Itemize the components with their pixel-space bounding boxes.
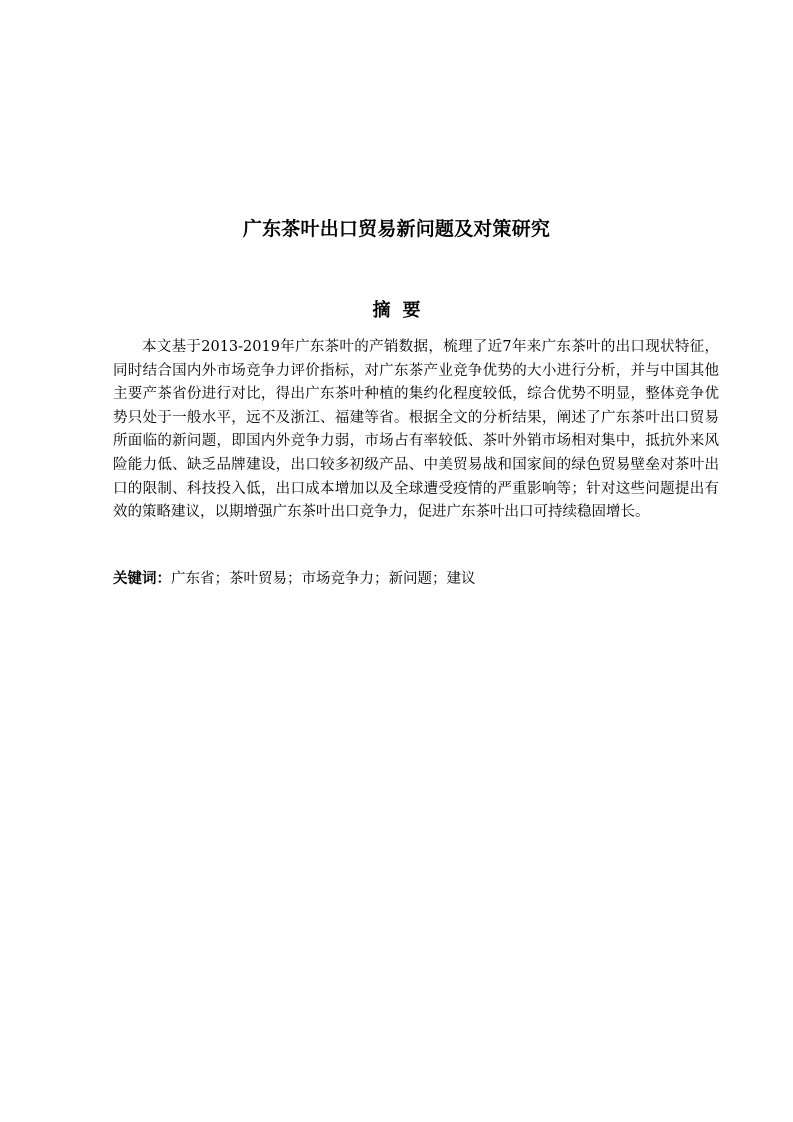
keywords-line xyxy=(113,568,719,592)
abstract-body: 本文基于2013-2019年广东茶叶的产销数据，梳理了近7年来广东茶叶的出口现状特征，同时结合国内外市场竞争力评价指标，对广东茶产业竞争优势的大小进行分析，并与中国其他主要产茶省份进行对比，得出广东茶叶种植的集约化程度较低，综合优势不明显，整体竞争优势只处于一般水平，远不及浙江、福建等省。根据全文的分析结果，阐述了广东茶叶出口贸易所面临的新问题，即国内外竞争力弱，市场占有率较低、茶叶外销市场相对集中，抵抗外来风险能力低、缺乏品牌建设，出口较多初级产品、中美贸易战和国家间的绿色贸易壁垒对茶叶出口的限制、科技投入低，出口成本增加以及全球遭受疫情的严重影响等；针对这些问题提出有效的策略建议，以期增强广东茶叶出口竞争力，促进广东茶叶出口可持续稳固增长。 xyxy=(113,339,719,521)
keywords-text: 广东省；茶叶贸易；市场竞争力；新问题；建议 xyxy=(171,571,476,587)
abstract-heading: 摘要 xyxy=(372,300,433,321)
keywords-label: 关键词： xyxy=(113,571,171,587)
document-title: 广东茶叶出口贸易新问题及对策研究 xyxy=(242,218,551,240)
